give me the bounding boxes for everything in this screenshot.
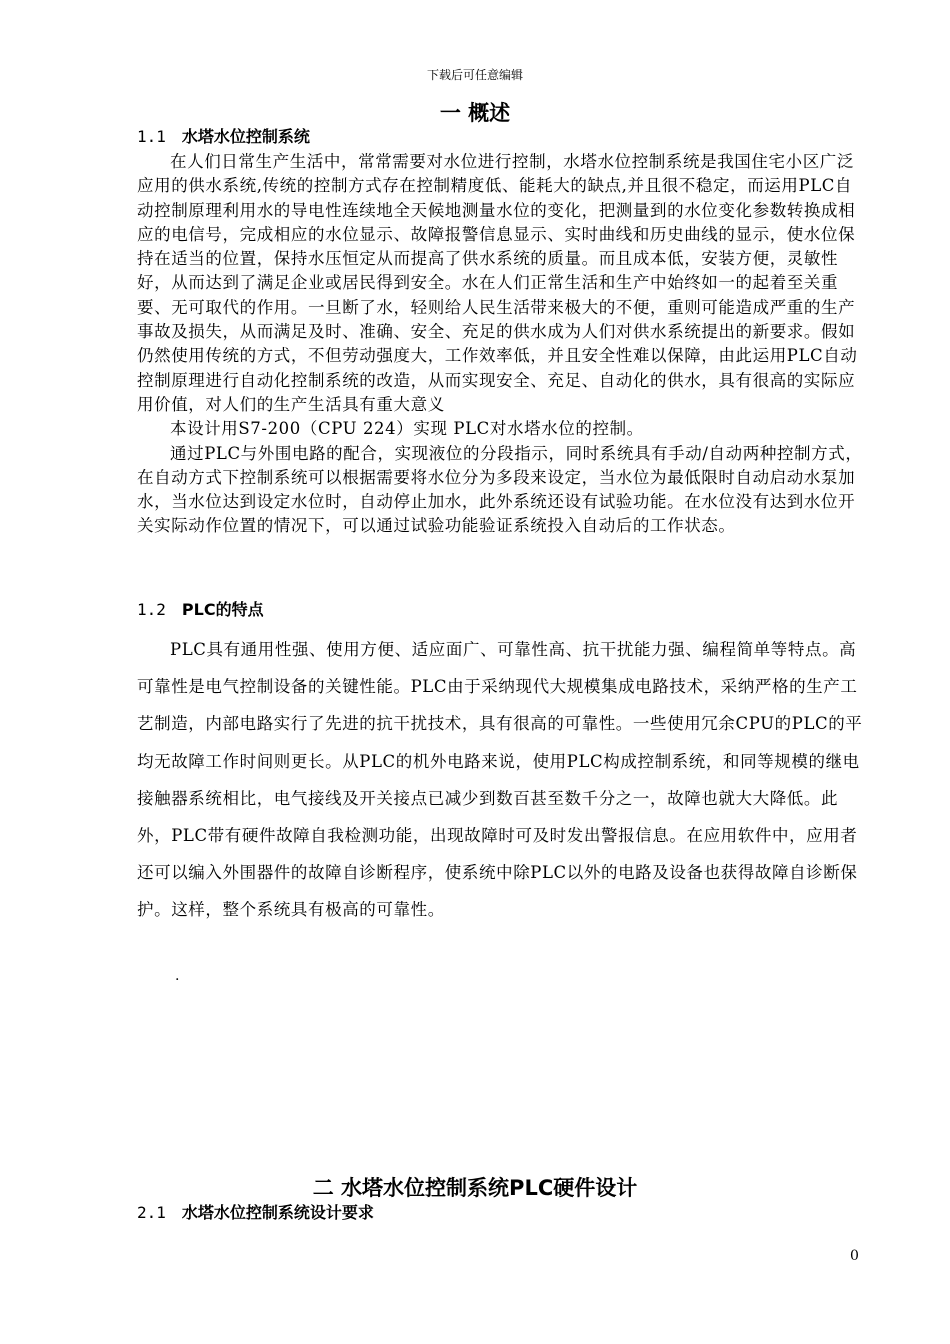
section-2-1-title: 水塔水位控制系统设计要求	[181, 1203, 374, 1222]
section-2-1-number: 2.1	[137, 1203, 166, 1222]
section-1-2-heading	[137, 597, 264, 620]
paragraph: 在人们日常生产生活中，常常需要对水位进行控制，水塔水位控制系统是我国住宅小区广泛应用的供水系统,传统的控制方式存在控制精度低、能耗大的缺点,并且很不稳定，而运用PLC自动控制原理利用水的导电性连续地全天候地测量水位的变化，把测量到的水位变化参数转换成相应的电信号，完成相应的水位显示、故障报警信息显示、实时曲线和历史曲线的显示，使水位保持在适当的位置，保持水压恒定从而提高了供水系统的质量。而且成本低，安装方便，灵敏性好，从而达到了满足企业或居民得到安全。水在人们正常生活和生产中始终如一的起着至关重要、无可取代的作用。一旦断了水，轻则给人民生活带来极大的不便，重则可能造成严重的生产事故及损失，从而满足及时、准确、安全、充足的供水成为人们对供水系统提出的新要求。假如仍然使用传统的方式，不但劳动强度大，工作效率低，并且安全性难以保障，由此运用PLC自动控制原理进行自动化控制系统的改造，从而实现安全、充足、自动化的供水，具有很高的实际应用价值，对人们的生产生活具有重大意义	[137, 152, 858, 414]
chapter-2-title: 二 水塔水位控制系统PLC硬件设计	[312, 1176, 638, 1200]
section-1-2-title: PLC的特点	[181, 600, 264, 619]
section-1-1-body	[137, 150, 865, 539]
section-1-1-title: 水塔水位控制系统	[181, 127, 310, 146]
chapter-1-title: 一 概述	[439, 101, 511, 125]
section-1-2-number: 1.2	[137, 600, 166, 619]
section-1-1-heading	[137, 124, 310, 147]
stray-dot: .	[175, 968, 180, 984]
paragraph: PLC具有通用性强、使用方便、适应面广、可靠性高、抗干扰能力强、编程简单等特点。高可靠性是电气控制设备的关键性能。PLC由于采纳现代大规模集成电路技术，采纳严格的生产工艺制造，内部电路实行了先进的抗干扰技术，具有很高的可靠性。一些使用冗余CPU的PLC的平均无故障工作时间则更长。从PLC的机外电路来说，使用PLC构成控制系统，和同等规模的继电接触器系统相比，电气接线及开关接点已减少到数百甚至数千分之一，故障也就大大降低。此外，PLC带有硬件故障自我检测功能，出现故障时可及时发出警报信息。在应用软件中，应用者还可以编入外围器件的故障自诊断程序，使系统中除PLC以外的电路及设备也获得故障自诊断保护。这样，整个系统具有极高的可靠性。	[137, 640, 863, 920]
section-2-1-heading	[137, 1200, 374, 1223]
section-1-1-number: 1.1	[137, 127, 166, 146]
section-1-2-body	[137, 631, 865, 929]
paragraph: 通过PLC与外围电路的配合，实现液位的分段指示，同时系统具有手动/自动两种控制方式，在自动方式下控制系统可以根据需要将水位分为多段来设定，当水位为最低限时自动启动水泵加水，当水位达到设定水位时，自动停止加水，此外系统还设有试验功能。在水位没有达到水位开关实际动作位置的情况下，可以通过试验功能验证系统投入自动后的工作状态。	[137, 443, 863, 536]
paragraph: 本设计用S7-200（CPU 224）实现 PLC对水塔水位的控制。	[170, 419, 644, 439]
page-header: 下载后可任意编辑	[426, 68, 523, 82]
page-number: 0	[850, 1248, 859, 1264]
